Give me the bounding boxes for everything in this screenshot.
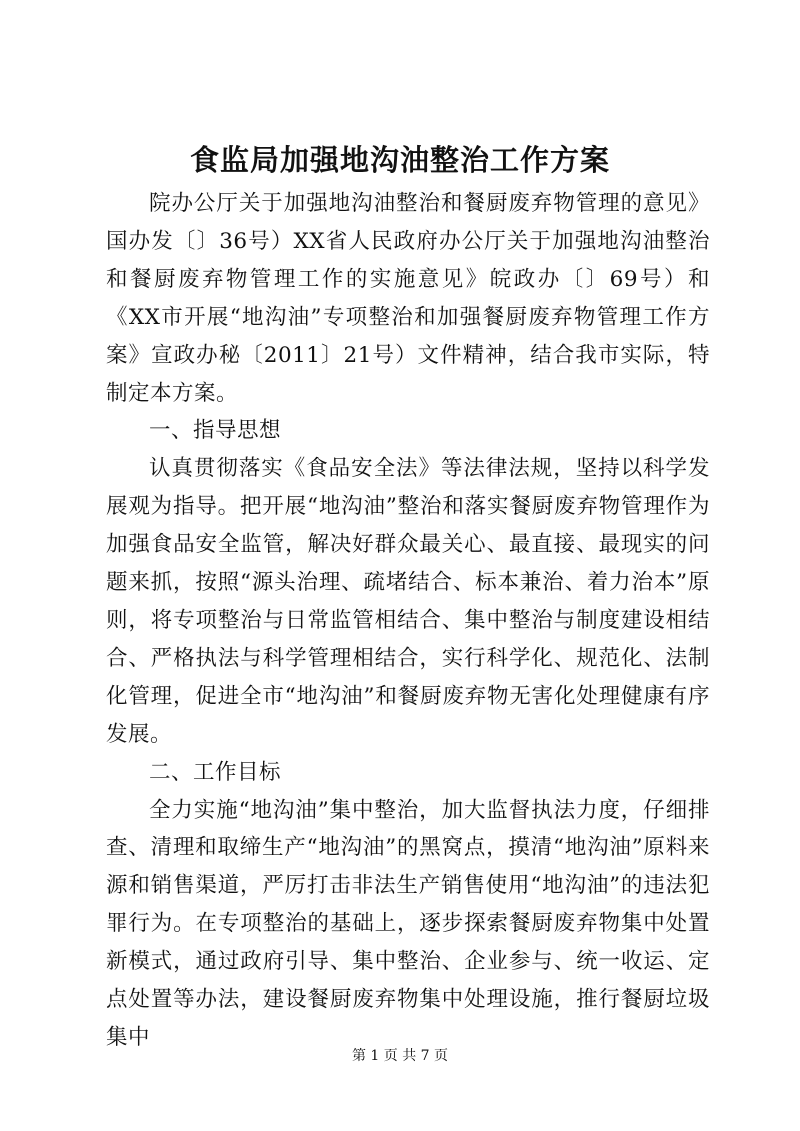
- document-body: [106, 185, 710, 1057]
- page-number-footer: 第 1 页 共 7 页: [351, 1048, 449, 1064]
- work-goals-paragraph: 全力实施“地沟油”集中整治，加大监督执法力度，仔细排查、清理和取缔生产“地沟油”的黑窝点，摸清“地沟油”原料来源和销售渠道，严厉打击非法生产销售使用“地沟油”的违法犯罪行为。在专项整治的基础上，逐步探索餐厨废弃物集中处置新模式，通过政府引导、集中整治、企业参与、统一收运、定点处置等办法，建设餐厨废弃物集中处理设施，推行餐厨垃圾集中: [106, 797, 710, 1050]
- document-title: 食监局加强地沟油整治工作方案: [189, 143, 610, 177]
- section-heading-work-goals: 二、工作目标: [149, 759, 282, 785]
- section-heading-guiding-principle: 一、指导思想: [149, 418, 282, 444]
- intro-paragraph: 院办公厅关于加强地沟油整治和餐厨废弃物管理的意见》国办发〔〕36号）XX省人民政府办公厅关于加强地沟油整治和餐厨废弃物管理工作的实施意见》皖政办〔〕69号）和《XX市开展“地沟油”专项整治和加强餐厨废弃物管理工作方案》宣政办秘〔2011〕21号）文件精神，结合我市实际，特制定本方案。: [106, 191, 710, 406]
- guiding-principle-paragraph: 认真贯彻落实《食品安全法》等法律法规，坚持以科学发展观为指导。把开展“地沟油”整治和落实餐厨废弃物管理作为加强食品安全监管，解决好群众最关心、最直接、最现实的问题来抓，按照“源头治理、疏堵结合、标本兼治、着力治本”原则，将专项整治与日常监管相结合、集中整治与制度建设相结合、严格执法与科学管理相结合，实行科学化、规范化、法制化管理，促进全市“地沟油”和餐厨废弃物无害化处理健康有序发展。: [106, 456, 710, 747]
